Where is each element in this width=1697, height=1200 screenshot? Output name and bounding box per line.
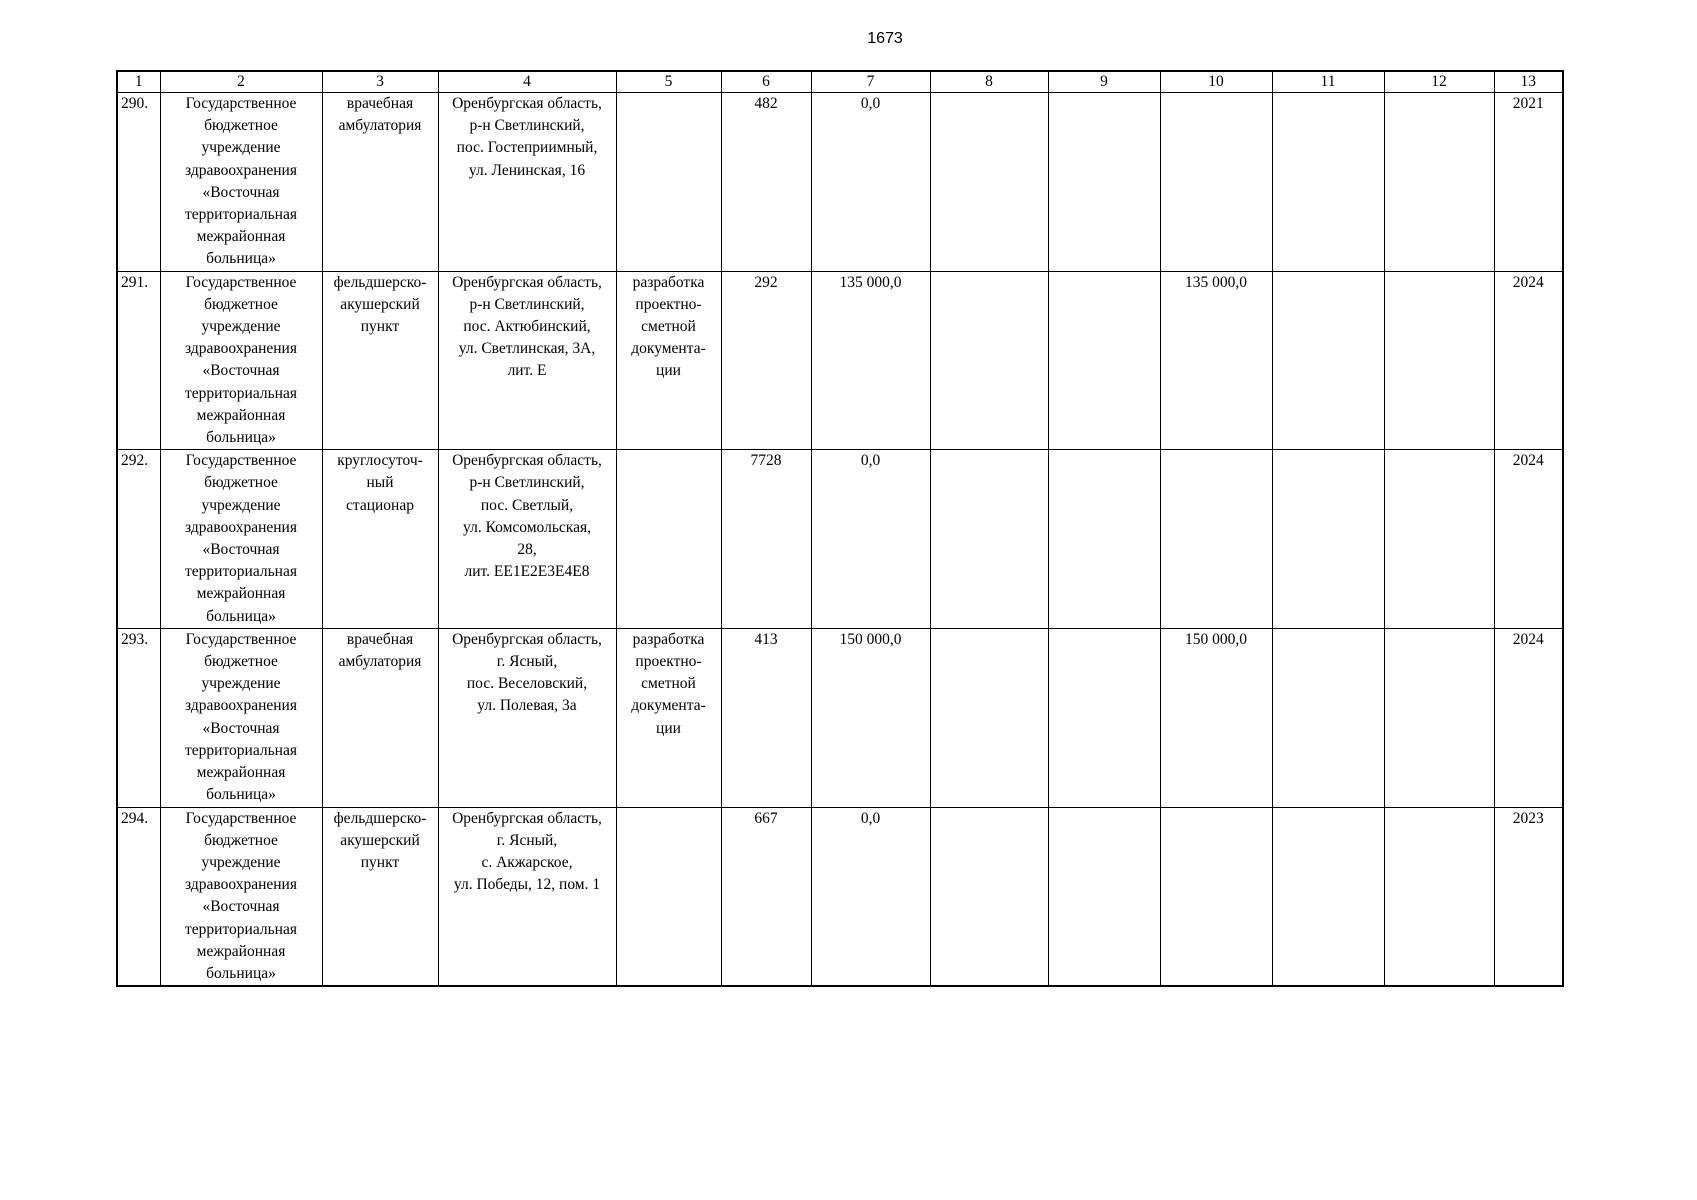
institution-cell	[160, 807, 322, 986]
cell-line: межрайонная	[196, 942, 286, 960]
column-9-cell	[1048, 93, 1160, 272]
column-header: 9	[1048, 71, 1160, 93]
work-type-cell	[616, 807, 721, 986]
facility-type-cell	[322, 628, 438, 807]
column-12-cell	[1384, 450, 1494, 629]
cell-line: ул. Полевая, 3а	[477, 697, 577, 715]
column-10-cell	[1160, 93, 1272, 272]
cell-line: бюджетное	[204, 653, 278, 671]
column-header: 11	[1272, 71, 1384, 93]
cell-line: лит. Е	[507, 362, 547, 380]
cell-line: акушерский	[340, 295, 420, 313]
cell-line: «Восточная	[202, 362, 280, 380]
column-8-cell	[930, 450, 1048, 629]
cell-line: амбулатория	[338, 117, 422, 135]
cell-line: р-н Светлинский,	[469, 295, 585, 313]
year-cell: 2024	[1494, 271, 1563, 450]
column-12-cell	[1384, 93, 1494, 272]
cell-line: Оренбургская область,	[452, 273, 602, 291]
column-header: 4	[438, 71, 616, 93]
cell-line: межрайонная	[196, 228, 286, 246]
cell-line: межрайонная	[196, 585, 286, 603]
cell-line: бюджетное	[204, 117, 278, 135]
cell-line: межрайонная	[196, 406, 286, 424]
cell-line: сметной	[641, 318, 696, 336]
column-10-cell: 150 000,0	[1160, 628, 1272, 807]
cell-line: межрайонная	[196, 764, 286, 782]
cell-line: пункт	[360, 318, 400, 336]
cell-line: здравоохранения	[185, 340, 297, 358]
cell-line: г. Ясный,	[496, 831, 558, 849]
cell-line: документа-	[631, 340, 706, 358]
column-header: 13	[1494, 71, 1563, 93]
cell-line: учреждение	[201, 496, 281, 514]
facility-type-cell	[322, 93, 438, 272]
cell-line: пункт	[360, 853, 400, 871]
column-11-cell	[1272, 93, 1384, 272]
cell-line: Оренбургская область,	[452, 809, 602, 827]
column-11-cell	[1272, 807, 1384, 986]
area-cell: 413	[721, 628, 811, 807]
column-10-cell	[1160, 807, 1272, 986]
cell-line: ул. Комсомольская,	[463, 518, 591, 536]
area-cell: 482	[721, 93, 811, 272]
cell-line: территориальная	[185, 384, 297, 402]
cell-line: бюджетное	[204, 831, 278, 849]
cell-line: Оренбургская область,	[452, 95, 602, 112]
table-row	[117, 628, 1563, 807]
cell-line: документа-	[631, 697, 706, 715]
column-10-cell: 135 000,0	[1160, 271, 1272, 450]
cell-line: учреждение	[201, 318, 281, 336]
cell-line: разработка	[632, 273, 705, 291]
row-number-cell: 290.	[117, 93, 160, 272]
cell-line: разработка	[632, 630, 705, 648]
cell-line: ул. Светлинская, 3А,	[458, 340, 596, 358]
address-cell	[438, 628, 616, 807]
column-header: 1	[117, 71, 160, 93]
row-number-cell: 293.	[117, 628, 160, 807]
table-row	[117, 271, 1563, 450]
cell-line: учреждение	[201, 853, 281, 871]
facility-type-cell	[322, 271, 438, 450]
table-row	[117, 450, 1563, 629]
column-11-cell	[1272, 271, 1384, 450]
cell-line: пос. Актюбинский,	[463, 318, 591, 336]
column-header: 12	[1384, 71, 1494, 93]
address-cell	[438, 807, 616, 986]
cell-line: лит. ЕЕ1Е2Е3Е4Е8	[464, 563, 590, 581]
cell-line: ный	[366, 474, 394, 492]
table-row	[117, 93, 1563, 272]
cell-line: территориальная	[185, 920, 297, 938]
cell-line: больница»	[206, 250, 276, 268]
cell-line: территориальная	[185, 741, 297, 759]
header-row	[117, 71, 1563, 93]
cell-line: больница»	[206, 786, 276, 804]
column-12-cell	[1384, 807, 1494, 986]
column-9-cell	[1048, 807, 1160, 986]
area-cell: 7728	[721, 450, 811, 629]
cell-line: ции	[656, 719, 681, 737]
row-number-cell: 291.	[117, 271, 160, 450]
facility-type-cell	[322, 450, 438, 629]
cell-line: Государственное	[185, 95, 297, 112]
column-9-cell	[1048, 628, 1160, 807]
area-cell: 292	[721, 271, 811, 450]
column-11-cell	[1272, 628, 1384, 807]
cell-line: врачебная	[346, 630, 414, 648]
cell-line: здравоохранения	[185, 876, 297, 894]
cell-line: пос. Гостеприимный,	[456, 139, 598, 157]
cell-line: «Восточная	[202, 719, 280, 737]
column-9-cell	[1048, 450, 1160, 629]
work-type-cell	[616, 93, 721, 272]
address-cell	[438, 93, 616, 272]
column-9-cell	[1048, 271, 1160, 450]
cell-line: пос. Светлый,	[480, 496, 574, 514]
cell-line: 28,	[517, 541, 537, 559]
address-cell	[438, 450, 616, 629]
row-number-cell: 292.	[117, 450, 160, 629]
total-cost-cell: 150 000,0	[811, 628, 930, 807]
year-cell: 2023	[1494, 807, 1563, 986]
column-header: 7	[811, 71, 930, 93]
column-10-cell	[1160, 450, 1272, 629]
area-cell: 667	[721, 807, 811, 986]
institution-cell	[160, 93, 322, 272]
row-number-cell: 294.	[117, 807, 160, 986]
address-cell	[438, 271, 616, 450]
year-cell: 2024	[1494, 628, 1563, 807]
column-header: 2	[160, 71, 322, 93]
year-cell: 2024	[1494, 450, 1563, 629]
work-type-cell	[616, 271, 721, 450]
column-8-cell	[930, 93, 1048, 272]
cell-line: врачебная	[346, 95, 414, 112]
institution-cell	[160, 271, 322, 450]
cell-line: круглосуточ-	[337, 452, 423, 470]
cell-line: с. Акжарское,	[481, 853, 573, 871]
cell-line: фельдшерско-	[333, 273, 427, 291]
column-8-cell	[930, 807, 1048, 986]
table-row	[117, 807, 1563, 986]
cell-line: Государственное	[185, 452, 297, 470]
facility-type-cell	[322, 807, 438, 986]
column-12-cell	[1384, 271, 1494, 450]
column-12-cell	[1384, 628, 1494, 807]
cell-line: бюджетное	[204, 295, 278, 313]
cell-line: Оренбургская область,	[452, 452, 602, 470]
cell-line: акушерский	[340, 831, 420, 849]
year-cell: 2021	[1494, 93, 1563, 272]
cell-line: сметной	[641, 675, 696, 693]
column-header: 10	[1160, 71, 1272, 93]
total-cost-cell: 0,0	[811, 93, 930, 272]
data-table	[116, 70, 1564, 987]
cell-line: больница»	[206, 429, 276, 447]
institution-cell	[160, 450, 322, 629]
cell-line: здравоохранения	[185, 697, 297, 715]
table-body	[117, 93, 1563, 987]
column-header: 3	[322, 71, 438, 93]
cell-line: территориальная	[185, 563, 297, 581]
work-type-cell	[616, 628, 721, 807]
cell-line: «Восточная	[202, 898, 280, 916]
cell-line: ул. Ленинская, 16	[468, 161, 586, 179]
cell-line: р-н Светлинский,	[469, 474, 585, 492]
cell-line: здравоохранения	[185, 161, 297, 179]
cell-line: «Восточная	[202, 183, 280, 201]
cell-line: Оренбургская область,	[452, 630, 602, 648]
cell-line: Государственное	[185, 809, 297, 827]
cell-line: г. Ясный,	[496, 653, 558, 671]
cell-line: больница»	[206, 607, 276, 625]
cell-line: Государственное	[185, 630, 297, 648]
cell-line: бюджетное	[204, 474, 278, 492]
column-header: 5	[616, 71, 721, 93]
cell-line: фельдшерско-	[333, 809, 427, 827]
cell-line: территориальная	[185, 206, 297, 224]
cell-line: пос. Веселовский,	[466, 675, 588, 693]
total-cost-cell: 135 000,0	[811, 271, 930, 450]
cell-line: проектно-	[635, 653, 702, 671]
cell-line: больница»	[206, 964, 276, 982]
cell-line: ции	[656, 362, 681, 380]
total-cost-cell: 0,0	[811, 807, 930, 986]
column-8-cell	[930, 628, 1048, 807]
institution-cell	[160, 628, 322, 807]
cell-line: проектно-	[635, 295, 702, 313]
column-11-cell	[1272, 450, 1384, 629]
cell-line: учреждение	[201, 675, 281, 693]
cell-line: стационар	[346, 496, 414, 514]
work-type-cell	[616, 450, 721, 629]
cell-line: учреждение	[201, 139, 281, 157]
cell-line: ул. Победы, 12, пом. 1	[453, 876, 601, 894]
cell-line: р-н Светлинский,	[469, 117, 585, 135]
cell-line: «Восточная	[202, 541, 280, 559]
column-8-cell	[930, 271, 1048, 450]
column-header: 6	[721, 71, 811, 93]
cell-line: Государственное	[185, 273, 297, 291]
total-cost-cell: 0,0	[811, 450, 930, 629]
page-number: 1673	[867, 30, 903, 47]
cell-line: амбулатория	[338, 653, 422, 671]
cell-line: здравоохранения	[185, 518, 297, 536]
column-header: 8	[930, 71, 1048, 93]
